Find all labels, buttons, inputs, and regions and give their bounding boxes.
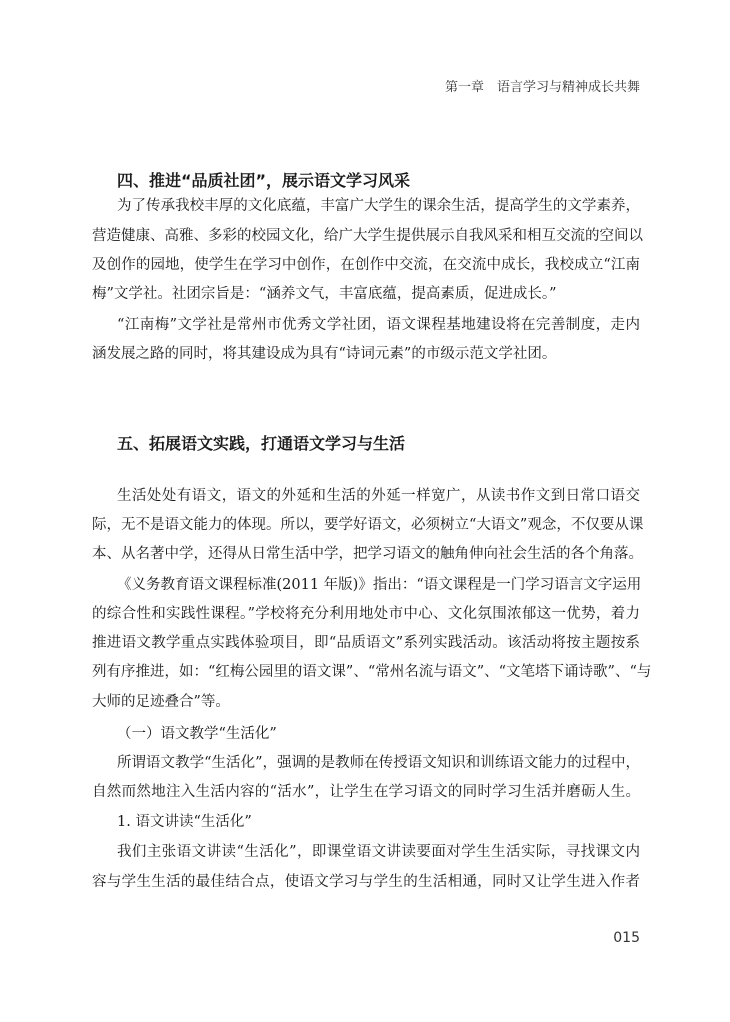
text-line: “江南梅”文学社是常州市优秀文学社团，语文课程基地建设将在完善制度，走内 xyxy=(117,317,640,333)
section-heading-5: 五、拓展语文实践，打通语文学习与生活 xyxy=(117,434,406,453)
text-line: 生活处处有语文，语文的外延和生活的外延一样宽广，从读书作文到日常口语交 xyxy=(117,488,640,504)
text-line: 梅”文学社。社团宗旨是：“涵养文气，丰富底蕴，提高素质，促进成长。” xyxy=(92,286,557,302)
text-line: 推进语文教学重点实践体验项目，即“品质语文”系列实践活动。该活动将按主题按系 xyxy=(92,635,640,651)
text-line: 本、从名著中学，还得从日常生活中学，把学习语文的触角伸向社会生活的各个角落。 xyxy=(92,546,643,562)
text-line: 际，无不是语文能力的体现。所以，要学好语文，必须树立“大语文”观念，不仅要从课 xyxy=(92,517,644,533)
text-line: 我们主张语文讲读“生活化”，即课堂语文讲读要面对学生生活实际，寻找课文内 xyxy=(117,844,640,860)
subheading: 1. 语文讲读“生活化” xyxy=(117,814,252,830)
text-line: 为了传承我校丰厚的文化底蕴，丰富广大学生的课余生活，提高学生的文学素养， xyxy=(117,198,640,214)
text-line: 及创作的园地，使学生在学习中创作，在创作中交流，在交流中成长，我校成立“江南 xyxy=(92,257,640,273)
text-line: 列有序推进，如：“红梅公园里的语文课”、“常州名流与语文”、“文笔塔下诵诗歌”、“与 xyxy=(92,664,652,680)
text-line: 的综合性和实践性课程。”学校将充分利用地处市中心、文化氛围浓郁这一优势，着力 xyxy=(92,606,640,622)
text-line: 《义务教育语文课程标准(2011 年版)》指出：“语文课程是一门学习语言文字运用 xyxy=(117,577,642,593)
running-header: 第一章 语言学习与精神成长共舞 xyxy=(444,80,640,95)
subheading: （一）语文教学“生活化” xyxy=(117,726,277,742)
section-heading-4: 四、推进“品质社团”，展示语文学习风采 xyxy=(117,171,411,190)
text-line: 自然而然地注入生活内容的“活水”，让学生在学习语文的同时学习生活并磨砺人生。 xyxy=(92,784,640,800)
text-line: 营造健康、高雅、多彩的校园文化，给广大学生提供展示自我风采和相互交流的空间以 xyxy=(92,228,643,244)
page-number: 015 xyxy=(613,930,640,946)
text-line: 所谓语文教学“生活化”，强调的是教师在传授语文知识和训练语文能力的过程中， xyxy=(117,755,640,771)
text-line: 涵发展之路的同时，将其建设成为具有“诗词元素”的市级示范文学社团。 xyxy=(92,346,557,362)
text-line: 容与学生生活的最佳结合点，使语文学习与学生的生活相通，同时又让学生进入作者 xyxy=(92,874,640,890)
text-line: 大师的足迹叠合”等。 xyxy=(92,694,230,710)
